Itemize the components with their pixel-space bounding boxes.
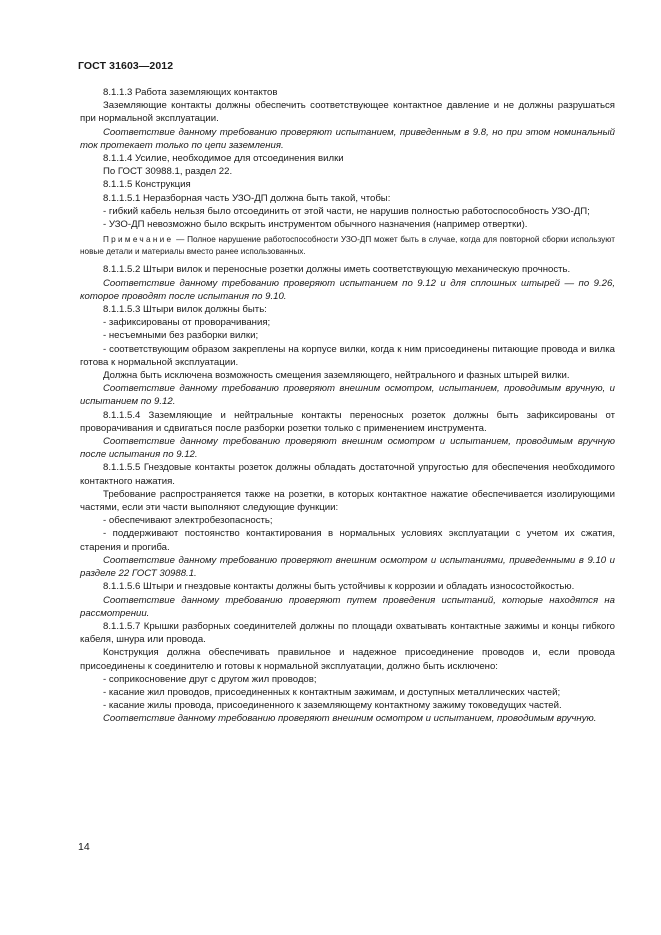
list-item: - зафиксированы от проворачивания; — [103, 317, 271, 329]
list-item: - УЗО-ДП невозможно было вскрыть инструментом обычного назначения (например отвертки). — [103, 219, 528, 231]
clause-heading: 8.1.1.5 Конструкция — [103, 179, 191, 191]
list-item: - поддерживают постоянство контактирования в нормальных условиях эксплуатации с учетом их сжатия, старения и прогиба. — [80, 528, 615, 553]
clause-text: 8.1.1.5.5 Гнездовые контакты розеток должны обладать достаточной упругостью для обеспечения необходимого контактного нажатия. — [80, 462, 615, 487]
page-number: 14 — [78, 841, 90, 853]
clause-text: 8.1.1.5.1 Неразборная часть УЗО-ДП должна быть такой, чтобы: — [103, 192, 391, 204]
note-label: Примечание — [103, 235, 174, 245]
clause-text: Конструкция должна обеспечивать правильное и надежное присоединение проводов и, если провода присоединены к соединителю и готовы к нормальной эксплуатации, должно быть исключено: — [80, 647, 615, 672]
compliance-check: Соответствие данному требованию проверяют испытанием по 9.12 и для сплошных штырей — по 9.26, которое проводят после испытания по 9.10. — [80, 277, 615, 302]
compliance-check: Соответствие данному требованию проверяют внешним осмотром и испытаниями, приведенными в 9.10 и разделе 22 ГОСТ 30988.1. — [80, 554, 615, 580]
list-item: - гибкий кабель нельзя было отсоединить от этой части, не нарушив полностью работоспособность УЗО-ДП; — [103, 205, 590, 217]
compliance-check: Соответствие данному требованию проверяют путем проведения испытаний, которые находятся на рассмотрении. — [80, 594, 615, 619]
clause-text: 8.1.1.5.6 Штыри и гнездовые контакты должны быть устойчивы к коррозии и обладать износостойкостью. — [103, 581, 575, 593]
list-item: - касание жилы провода, присоединенного к заземляющему контактному зажиму токоведущих частей. — [103, 700, 562, 712]
list-item: - касание жил проводов, присоединенных к контактным зажимам, и доступных металлических частей; — [103, 686, 561, 698]
compliance-check: Соответствие данному требованию проверяют внешним осмотром и испытанием, проводимым вручную. — [103, 713, 597, 725]
list-item: - соприкосновение друг с другом жил проводов; — [103, 673, 317, 685]
clause-text: 8.1.1.5.4 Заземляющие и нейтральные контакты переносных розеток должны быть зафиксированы от проворачивания и сдвигаться после разборки розетки только с применением инструмента. — [80, 409, 615, 434]
document-body — [80, 86, 615, 726]
clause-text: Требование распространяется также на розетки, в которых контактное нажатие обеспечивается изолирующими частями, если эти части выполняют следующие функции: — [80, 488, 615, 514]
clause-text: 8.1.1.5.7 Крышки разборных соединителей должны по площади охватывать контактные зажимы и концы гибкого кабеля, шнура или провода. — [80, 620, 615, 646]
note-text: — Полное нарушение работоспособности УЗО-ДП может быть в случае, когда для повторной сборки используют новые детали и материалы вместо ранее использованных. — [80, 235, 615, 256]
compliance-check: Соответствие данному требованию проверяют внешним осмотром, испытанием, проводимым вручную, и испытанием по 9.12. — [80, 383, 615, 408]
clause-heading: 8.1.1.3 Работа заземляющих контактов — [103, 87, 278, 98]
list-item: - соответствующим образом закреплены на корпусе вилки, когда к ним присоединены питающие провода и вилка готова к нормальной эксплуатации. — [80, 343, 615, 368]
clause-text: 8.1.1.5.3 Штыри вилок должны быть: — [103, 304, 267, 316]
note — [80, 234, 615, 257]
compliance-check: Соответствие данному требованию проверяют внешним осмотром и испытанием, проводимым вручную после испытания по 9.12. — [80, 436, 615, 461]
clause-heading: 8.1.1.4 Усилие, необходимое для отсоединения вилки — [103, 153, 344, 165]
compliance-check: Соответствие данному требованию проверяют испытанием, приведенным в 9.8, но при этом номинальный ток протекает только по цепи заземления. — [80, 126, 615, 151]
list-item: - обеспечивают электробезопасность; — [103, 515, 273, 527]
clause-text: Заземляющие контакты должны обеспечить соответствующее контактное давление и не должны разрушаться при нормальной эксплуатации. — [80, 100, 615, 125]
clause-text: Должна быть исключена возможность смещения заземляющего, нейтрального и фазных штырей вилки. — [103, 370, 570, 382]
clause-text: По ГОСТ 30988.1, раздел 22. — [103, 166, 233, 178]
standard-header: ГОСТ 31603—2012 — [78, 60, 174, 72]
list-item: - несъемными без разборки вилки; — [103, 330, 259, 342]
clause-text: 8.1.1.5.2 Штыри вилок и переносные розетки должны иметь соответствующую механическую прочность. — [103, 264, 571, 276]
